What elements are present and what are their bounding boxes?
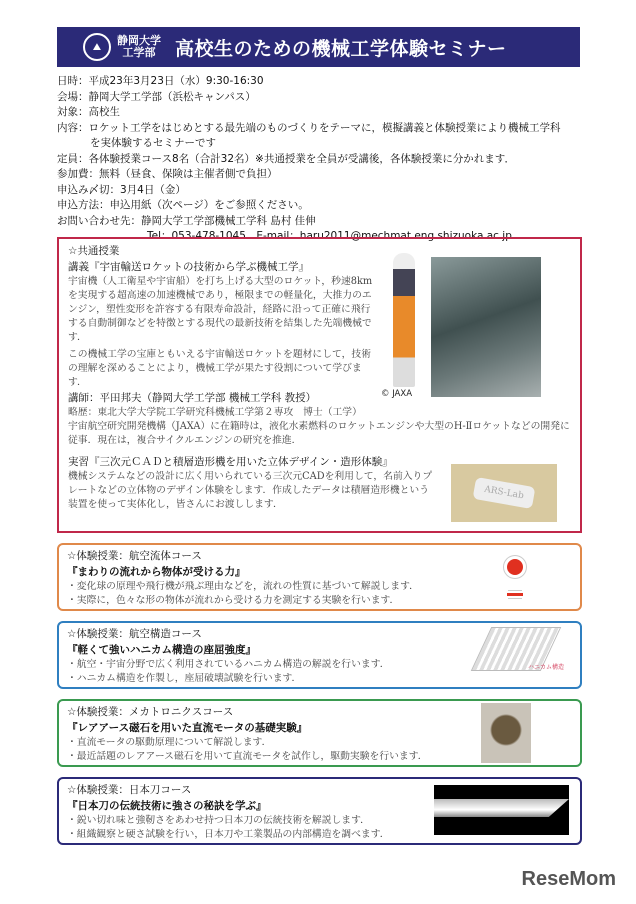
common-heading: ☆共通授業 [68,245,120,257]
course-item: ・変化球の原理や飛行機が飛ぶ理由などを，流れの性質に基づいて解説します． [67,581,419,592]
lecture-title: 講義『宇宙輸送ロケットの技術から学ぶ機械工学』 [68,261,309,273]
course-name: ☆体験授業：航空流体コース [67,550,202,562]
info-date: 日時：平成23年3月23日（水）9:30-16:30 [57,75,264,87]
event-info [57,74,560,245]
header-banner [57,27,580,67]
uni-line2: 工学部 [122,46,156,59]
course-title: 『軽くて強いハニカム構造の座屈強度』 [67,644,256,656]
plate-label: ARS-Lab [473,477,536,509]
course-title: 『レアアース磁石を用いた直流モータの基礎実験』 [67,722,308,734]
uni-line1: 静岡大学 [117,34,161,47]
sword-photo [434,785,569,835]
info-tel-email: Tel：053-478-1045 E-mail：haru2011@mechmat.eng.shizuoka.ac.jp [147,230,512,242]
course-name: ☆体験授業：航空構造コース [67,628,202,640]
info-contact: お問い合わせ先：静岡大学工学部機械工学科 島村 佳伸 [57,214,316,227]
course-item: ・実際に，色々な形の物体が流れから受ける力を測定する実験を行います． [67,595,400,606]
course-box-aero-structure [57,621,582,689]
honeycomb-diagram [469,627,564,685]
course-title: 『まわりの流れから物体が受ける力』 [67,566,246,578]
rocket-image [393,253,415,387]
lecturer-bio-2: 宇宙航空研究開発機構（JAXA）に在籍時は，液化水素燃料のロケットエンジンや大型のH-Ⅱロケットなどの開発に従事．現在は，複合サイクルエンジンの研究を推進． [68,421,570,446]
info-fee: 参加費：無料（昼食、保険は主催者側で負担） [57,168,278,180]
course-item: ・組織観察と硬さ試験を行い，日本刀や工業製品の内部構造を調べます． [67,829,390,840]
course-item: ・航空・宇宙分野で広く利用されているハニカム構造の解説を行います． [67,659,390,670]
resemom-watermark [522,868,616,891]
lecture-desc-2: この機械工学の宝庫ともいえる宇宙輸送ロケットを題材にして，技術の理解を深めることにより，機械工学が果たす役割について学びます． [68,349,372,388]
course-item: ・直流モータの駆動原理について解説します． [67,737,272,748]
lecturer-bio-1: 略歴：東北大学大学院工学研究科機械工学第２専攻 博士（工学） [68,407,362,418]
course-title: 『日本刀の伝統技術に強さの秘訣を学ぶ』 [67,800,267,812]
course-item: ・ハニカム構造を作製し，座屈破壊試験を行います． [67,673,302,684]
course-name: ☆体験授業：日本刀コース [67,784,192,796]
info-method: 申込方法：申込用紙（次ページ）をご参照ください。 [57,199,309,211]
info-venue: 会場：静岡大学工学部（浜松キャンパス） [57,90,256,103]
motor-photo [481,703,531,763]
info-target: 対象：高校生 [57,106,120,118]
info-content-cont: を実体験するセミナーです [90,137,216,149]
practice-title: 実習『三次元ＣＡＤと積層造形機を用いた立体デザイン・造形体験』 [68,456,393,468]
common-class-box [57,237,582,533]
page-title: 高校生のための機械工学体験セミナー [175,37,507,60]
course-item: ・最近話題のレアアース磁石を用いて直流モータを試作し，駆動実験を行います． [67,751,428,762]
practice-desc: 機械システムなどの設計に広く用いられている三次元CADを利用して，名前入りプレートなどの立体物のデザイン体験をします．作成したデータは積層造形機という装置を使って実体化し，皆さんにお渡しします． [68,471,433,510]
university-name [117,35,161,59]
honeycomb-label: ハニカム構造 [527,664,564,671]
rocket-engine-photo [431,257,541,397]
jaxa-credit: © JAXA [381,389,413,399]
info-content: 内容：ロケット工学をはじめとする最先端のものづくりをテーマに，模擬講義と体験授業により機械工学科 [57,121,561,134]
university-logo-icon: ⛰ [83,33,111,61]
plate-photo [451,464,557,522]
info-deadline: 申込み〆切：3月4日（金） [57,183,186,196]
lecture-desc-1: 宇宙機（人工衛星や宇宙船）を打ち上げる大型のロケット，秒速8kmを実現する超高速の加速機械であり，極限までの軽量化，大推力のエンジン，塑性変形を許容する有限寿命設計，経路に沿って正確に飛行する自動制御などを特徴とする現代の最新技術を結集した先端機械です． [68,276,373,343]
lecturer: 講師：平田邦夫（静岡大学工学部 機械工学科 教授） [68,392,317,404]
info-capacity: 定員：各体験授業コース8名（合計32名）※共通授業を全員が受講後，各体験授業に分かれます． [57,152,515,165]
course-box-japanese-sword [57,777,582,845]
course-item: ・鋭い切れ味と強靭さをあわせ持つ日本刀の伝統技術を解説します． [67,815,370,826]
flow-diagram-icon [491,551,533,605]
course-box-mechatronics [57,699,582,767]
course-box-aero-fluid [57,543,582,611]
course-name: ☆体験授業：メカトロニクスコース [67,706,234,718]
watermark-text: ReseMom [521,868,616,890]
